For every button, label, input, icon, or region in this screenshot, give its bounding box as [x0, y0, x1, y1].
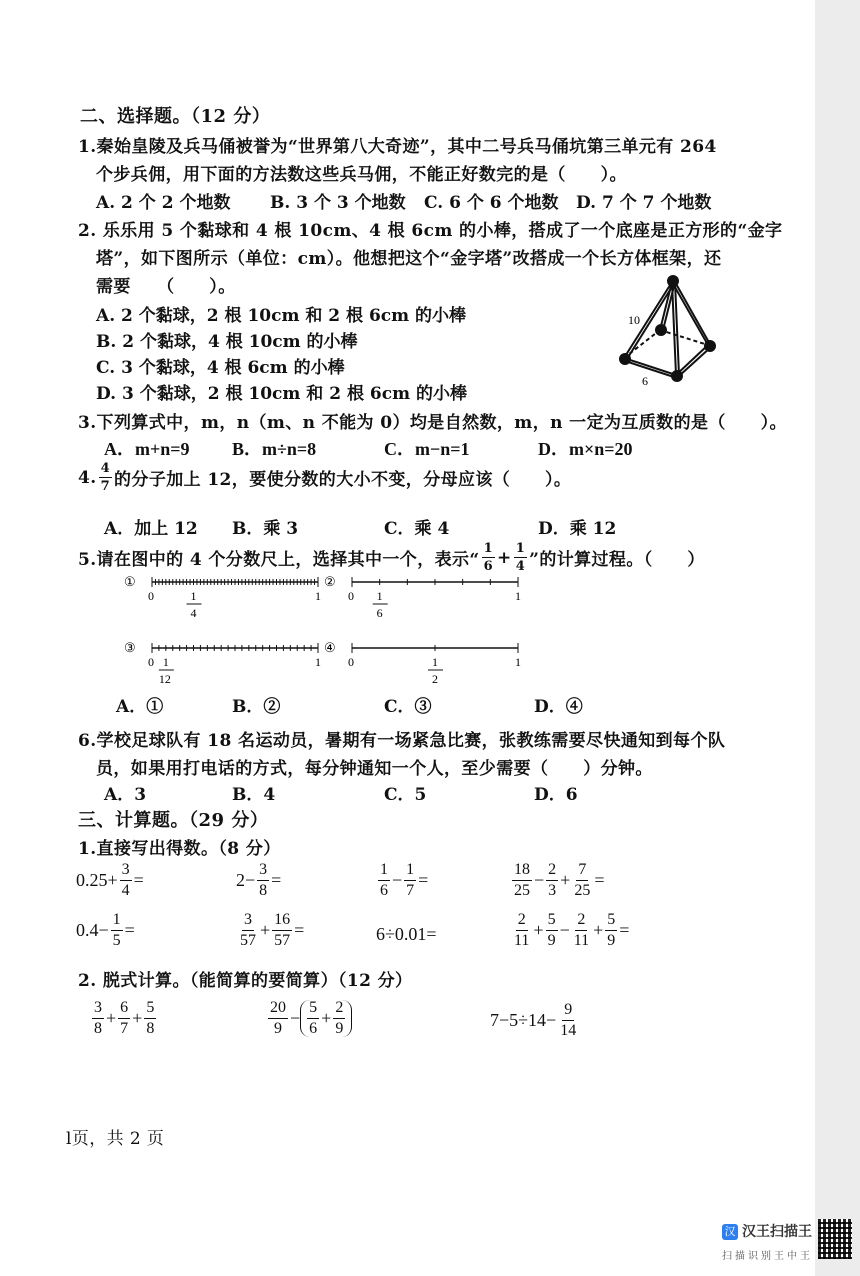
q2-line1: 2. 乐乐用 5 个黏球和 4 根 10cm、4 根 6cm 的小棒，搭成了一个底座是正方形的“金字 — [78, 221, 783, 241]
ruler-end-label: 1 — [315, 655, 321, 669]
q6-option-b: B．4 — [232, 785, 276, 805]
ruler-mark-denominator: 2 — [432, 672, 438, 686]
q4-option-d: D．乘 12 — [538, 519, 617, 539]
q4-option-a: A．加上 12 — [104, 519, 198, 539]
q5-option-d: D．④ — [534, 697, 583, 717]
figure-label-10: 10 — [628, 313, 640, 327]
q6-option-d: D．6 — [534, 785, 578, 805]
scan-edge-shadow — [815, 0, 860, 1276]
q3-line1: 3.下列算式中，m，n（m、n 不能为 0）均是自然数，m，n 一定为互质数的是（ ）。 — [78, 413, 787, 433]
section-heading-choice: 二、选择题。（12 分） — [80, 106, 271, 127]
q1-option-d: D. 7 个 7 个地数 — [576, 193, 712, 213]
q6-line1: 6.学校足球队有 18 名运动员，暑期有一场紧急比赛，张教练需要尽快通知到每个队 — [78, 731, 726, 751]
ruler-id-label: ① — [124, 574, 136, 589]
q2-option-b: B. 2 个黏球，4 根 10cm 的小棒 — [96, 332, 358, 352]
calc-expr-4: $\frac{18}{25}$ − $\frac{2}{3}$ + $\frac{7}{25}$ = — [514, 861, 605, 899]
calc-expr-8: $\frac{2}{11}$ + $\frac{5}{9}$ − $\frac{2}{11}$ + $\frac{5}{9}$ = — [514, 911, 630, 949]
ruler-start-label: 0 — [148, 655, 154, 669]
q2-line2: 塔”，如下图所示（单位：cm）。他想把这个“金字塔”改搭成一个长方体框架，还 — [96, 249, 722, 269]
step-calc-3: 7−5÷14− $\frac{9}{14}$ — [490, 1001, 577, 1039]
q4-line1: 4. $\frac{4}{7}$ 的分子加上 12，要使分数的大小不变，分母应该（ ）。 — [78, 461, 572, 494]
scanner-logo-icon: 汉 — [722, 1224, 738, 1240]
ruler-id-label: ② — [324, 574, 336, 589]
ruler-end-label: 1 — [515, 589, 521, 603]
q2-option-d: D. 3 个黏球，2 根 10cm 和 2 根 6cm 的小棒 — [96, 384, 467, 404]
ruler-mark-denominator: 4 — [190, 606, 197, 620]
q2-option-c: C. 3 个黏球，4 根 6cm 的小棒 — [96, 358, 345, 378]
q5-line1: 5.请在图中的 4 个分数尺上，选择其中一个，表示“ $\frac{1}{6}$ + $\frac{1}{4}$ ”的计算过程。（ ） — [78, 541, 705, 574]
ruler-id-label: ④ — [324, 640, 336, 655]
q2-option-a: A. 2 个黏球，2 根 10cm 和 2 根 6cm 的小棒 — [96, 306, 467, 326]
ruler-mark-denominator: 12 — [158, 672, 171, 686]
q2-line3: 需要 （ ）。 — [96, 277, 236, 297]
q6-option-a: A．3 — [104, 785, 147, 805]
q5-option-a: A．① — [116, 697, 164, 717]
scanner-watermark-name: 汉王扫描王 — [742, 1224, 812, 1240]
calc-sub1-title: 1.直接写出得数。（8 分） — [78, 839, 281, 859]
ruler-mark-numerator: 1 — [190, 589, 197, 603]
qr-code-icon — [818, 1219, 852, 1259]
step-calc-2: $\frac{20}{9}$ − $\frac{5}{6}$ + $\frac{2}{9}$ — [266, 1000, 352, 1037]
ruler-end-label: 1 — [315, 589, 321, 603]
ruler-mark-numerator: 1 — [376, 589, 383, 603]
calc-expr-6: $\frac{3}{57}$ + $\frac{16}{57}$ = — [240, 911, 305, 949]
q3-option-d: D．m×n=20 — [538, 439, 633, 459]
q5-option-c: C．③ — [384, 697, 432, 717]
ruler-mark-numerator: 1 — [432, 655, 438, 669]
ruler-mark-numerator: 1 — [162, 655, 169, 669]
ruler-start-label: 0 — [348, 589, 354, 603]
ruler-start-label: 0 — [148, 589, 154, 603]
q4-option-b: B．乘 3 — [232, 519, 299, 539]
q4-option-c: C．乘 4 — [384, 519, 450, 539]
q3-option-a: A．m+n=9 — [104, 439, 190, 459]
page-footer: l页，共 2 页 — [66, 1129, 165, 1149]
q1-option-c: C. 6 个 6 个地数 — [424, 193, 559, 213]
pyramid-figure — [608, 268, 718, 388]
figure-label-6: 6 — [642, 374, 648, 388]
fraction-rulers — [120, 568, 540, 690]
q1-option-b: B. 3 个 3 个地数 — [270, 193, 406, 213]
q6-line2: 员，如果用打电话的方式，每分钟通知一个人，至少需要（ ）分钟。 — [96, 759, 653, 779]
q3-option-b: B．m÷n=8 — [232, 439, 317, 459]
q3-option-c: C．m−n=1 — [384, 439, 470, 459]
ruler-start-label: 0 — [348, 655, 354, 669]
calc-expr-3: $\frac{1}{6}$ − $\frac{1}{7}$ = — [380, 861, 429, 899]
q1-line2: 个步兵佣，用下面的方法数这些兵马佣，不能正好数完的是（ ）。 — [96, 165, 627, 185]
ruler-mark-denominator: 6 — [376, 606, 383, 620]
q6-option-c: C．5 — [384, 785, 427, 805]
q5-option-b: B．② — [232, 697, 281, 717]
ruler-end-label: 1 — [515, 655, 521, 669]
calc-expr-5: 0.4− $\frac{1}{5}$ = — [76, 911, 135, 949]
scanner-watermark-tagline: 扫描识别王中王 — [722, 1251, 813, 1262]
calc-expr-2: 2− $\frac{3}{8}$ = — [236, 861, 282, 899]
ruler-id-label: ③ — [124, 640, 136, 655]
calc-expr-1: 0.25+ $\frac{3}{4}$ = — [76, 861, 144, 899]
section-heading-calc: 三、计算题。（29 分） — [78, 810, 269, 831]
step-calc-1: $\frac{3}{8}$ + $\frac{6}{7}$ + $\frac{5}{8}$ — [94, 999, 155, 1037]
calc-expr-7: 6÷0.01= — [376, 924, 437, 944]
q1-line1: 1.秦始皇陵及兵马俑被誉为“世界第八大奇迹”，其中二号兵马俑坑第三单元有 264 — [78, 137, 717, 157]
calc-sub2-title: 2. 脱式计算。（能简算的要简算）（12 分） — [78, 971, 413, 991]
q1-option-a: A. 2 个 2 个地数 — [96, 193, 231, 213]
